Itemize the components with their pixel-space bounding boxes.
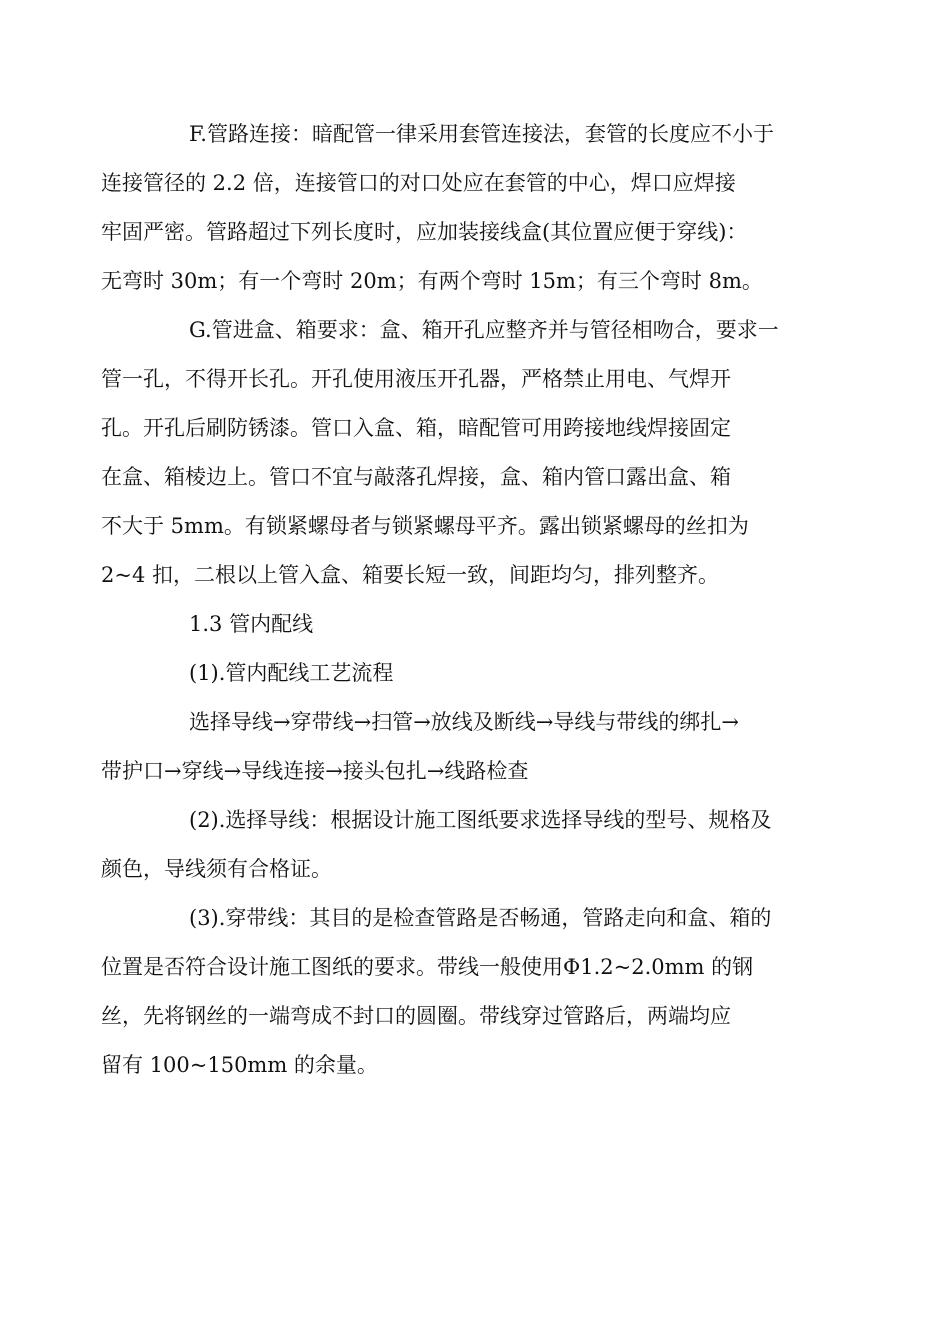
text-line: 在盒、箱棱边上。管口不宜与敲落孔焊接，盒、箱内管口露出盒、箱 xyxy=(101,465,731,489)
paragraph xyxy=(101,698,807,796)
text-line: (1).管内配线工艺流程 xyxy=(189,661,394,685)
text-line: 选择导线→穿带线→扫管→放线及断线→导线与带线的绑扎→ xyxy=(189,710,739,734)
text-line: 孔。开孔后刷防锈漆。管口入盒、箱，暗配管可用跨接地线焊接固定 xyxy=(101,416,731,440)
paragraph xyxy=(145,600,807,649)
text-line: 连接管径的 2.2 倍，连接管口的对口处应在套管的中心，焊口应焊接 xyxy=(101,171,736,195)
text-line: 颜色，导线须有合格证。 xyxy=(101,857,332,881)
text-line: 留有 100~150mm 的余量。 xyxy=(101,1053,378,1077)
paragraph xyxy=(101,894,807,1090)
text-line: 管一孔，不得开长孔。开孔使用液压开孔器，严格禁止用电、气焊开 xyxy=(101,367,731,391)
paragraph xyxy=(145,649,807,698)
text-line: 无弯时 30m；有一个弯时 20m；有两个弯时 15m；有三个弯时 8m。 xyxy=(101,269,763,293)
text-line: 1.3 管内配线 xyxy=(189,612,314,636)
text-line: 带护口→穿线→导线连接→接头包扎→线路检查 xyxy=(101,759,529,783)
text-line: 丝，先将钢丝的一端弯成不封口的圆圈。带线穿过管路后，两端均应 xyxy=(101,1004,731,1028)
paragraph xyxy=(101,110,807,306)
paragraph xyxy=(101,796,807,894)
text-line: F.管路连接：暗配管一律采用套管连接法，套管的长度应不小于 xyxy=(189,122,774,146)
text-line: (2).选择导线：根据设计施工图纸要求选择导线的型号、规格及 xyxy=(189,808,772,832)
text-line: 牢固严密。管路超过下列长度时，应加装接线盒(其位置应便于穿线)： xyxy=(101,220,748,244)
text-line: G.管进盒、箱要求：盒、箱开孔应整齐并与管径相吻合，要求一 xyxy=(189,318,779,342)
text-line: 不大于 5mm。有锁紧螺母者与锁紧螺母平齐。露出锁紧螺母的丝扣为 xyxy=(101,514,749,538)
paragraph xyxy=(101,306,807,600)
document-body xyxy=(101,110,807,1090)
text-line: (3).穿带线：其目的是检查管路是否畅通，管路走向和盒、箱的 xyxy=(189,906,772,930)
text-line: 位置是否符合设计施工图纸的要求。带线一般使用Φ1.2~2.0mm 的钢 xyxy=(101,955,754,979)
text-line: 2~4 扣，二根以上管入盒、箱要长短一致，间距均匀，排列整齐。 xyxy=(101,563,719,587)
